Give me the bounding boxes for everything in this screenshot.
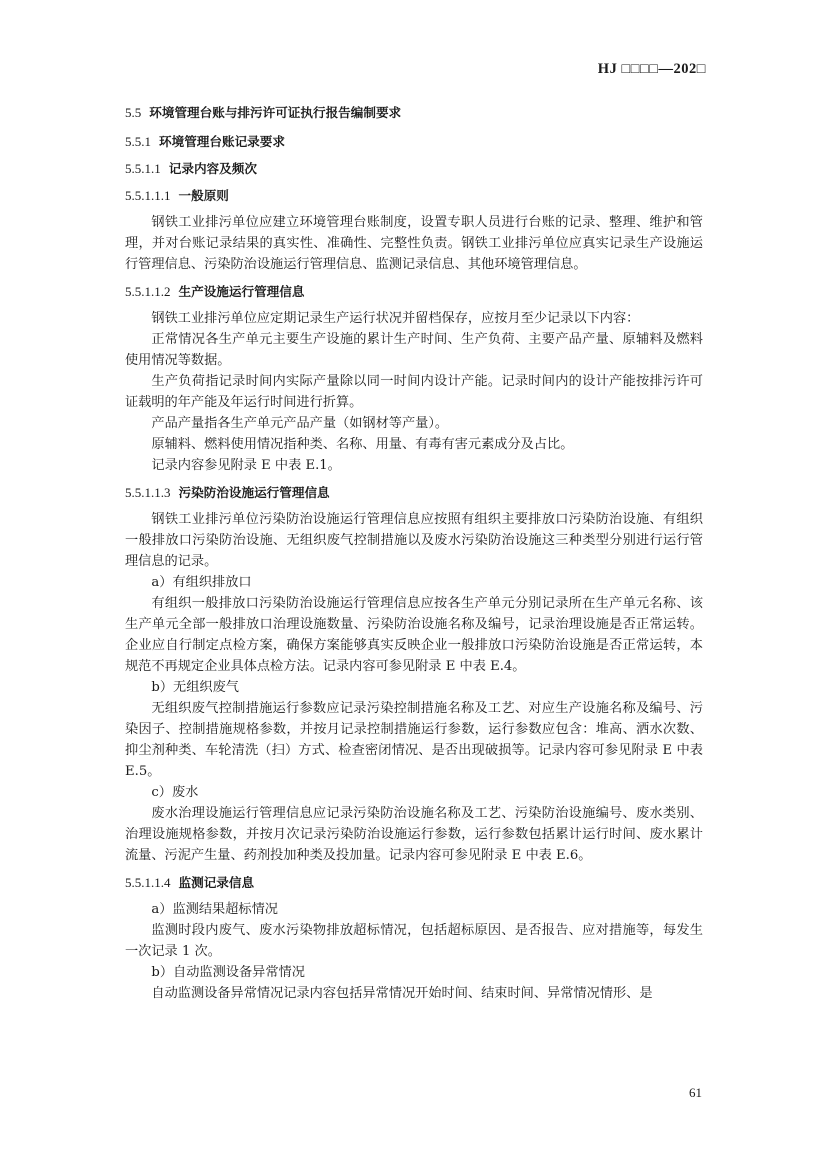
item-wastewater: c）废水 bbox=[151, 785, 199, 800]
paragraph-production-output: 产品产量指各生产单元产品产量（如钢材等产量）。 bbox=[151, 416, 449, 431]
paragraph-production-load: 生产负荷指记录时间内实际产量除以同一时间内设计产能。记录时间内的设计产能按排污许可证载明的年产能及年运行时间进行折算。 bbox=[125, 374, 703, 410]
paragraph-production-intro: 钢铁工业排污单位应定期记录生产运行状况并留档保存，应按月至少记录以下内容： bbox=[151, 311, 640, 326]
paragraph-fugitive-gas: 无组织废气控制措施运行参数应记录污染控制措施名称及工艺、对应生产设施名称及编号、污染因子、控制措施规格参数，并按月记录控制措施运行参数，运行参数应包含：堆高、洒水次数、抑尘剂种类、车轮清洗（扫）方式、检查密闭情况、是否出现破损等。记录内容可参见附录 E 中表 E.5。 bbox=[125, 701, 703, 779]
heading-5-5 bbox=[125, 102, 703, 123]
heading-title: 监测记录信息 bbox=[178, 875, 255, 890]
heading-number: 5.5 bbox=[125, 105, 142, 120]
paragraph-organized-outlet: 有组织一般排放口污染防治设施运行管理信息应按各生产单元分别记录所在生产单元名称、该生产单元全部一般排放口治理设施数量、污染防治设施名称及编号，记录治理设施是否正常运转。企业应自行制定点检方案，确保方案能够真实反映企业一般排放口污染防治设施是否正常运转，本规范不再规定企业具体点检方法。记录内容可参见附录 E 中表 E.4。 bbox=[125, 596, 703, 674]
heading-title: 生产设施运行管理信息 bbox=[178, 284, 305, 299]
paragraph-auto-monitor-abnormal: 自动监测设备异常情况记录内容包括异常情况开始时间、结束时间、异常情况情形、是 bbox=[151, 986, 653, 1001]
page-number: 61 bbox=[689, 1085, 702, 1100]
heading-5-5-1-1-2 bbox=[125, 281, 703, 302]
paragraph-production-reference: 记录内容参见附录 E 中表 E.1。 bbox=[151, 458, 341, 473]
heading-number: 5.5.1.1.3 bbox=[125, 485, 171, 500]
heading-number: 5.5.1 bbox=[125, 134, 151, 149]
paragraph-production-materials: 原辅料、燃料使用情况指种类、名称、用量、有毒有害元素成分及占比。 bbox=[151, 437, 574, 452]
standard-code-header: HJ □□□□—202□ bbox=[597, 61, 706, 77]
item-fugitive-gas: b）无组织废气 bbox=[151, 680, 239, 695]
item-exceedance: a）监测结果超标情况 bbox=[151, 902, 278, 917]
heading-number: 5.5.1.1.2 bbox=[125, 284, 171, 299]
heading-5-5-1-1 bbox=[125, 158, 703, 179]
heading-number: 5.5.1.1.4 bbox=[125, 875, 171, 890]
heading-5-5-1 bbox=[125, 131, 703, 152]
heading-title: 记录内容及频次 bbox=[168, 161, 257, 176]
heading-title: 环境管理台账与排污许可证执行报告编制要求 bbox=[149, 105, 402, 120]
heading-title: 一般原则 bbox=[178, 188, 229, 203]
paragraph-wastewater: 废水治理设施运行管理信息应记录污染防治设施名称及工艺、污染防治设施编号、废水类别、治理设施规格参数，并按月次记录污染防治设施运行参数，运行参数包括累计运行时间、废水累计流量、污泥产生量、药剂投加种类及投加量。记录内容可参见附录 E 中表 E.6。 bbox=[125, 806, 703, 863]
heading-title: 污染防治设施运行管理信息 bbox=[178, 485, 330, 500]
heading-title: 环境管理台账记录要求 bbox=[159, 134, 285, 149]
document-body bbox=[125, 102, 703, 1004]
heading-number: 5.5.1.1 bbox=[125, 161, 161, 176]
paragraph-pollution-intro: 钢铁工业排污单位污染防治设施运行管理信息应按照有组织主要排放口污染防治设施、有组织一般排放口污染防治设施、无组织废气控制措施以及废水污染防治设施这三种类型分别进行运行管理信息的记录。 bbox=[125, 512, 703, 569]
paragraph-general-principle: 钢铁工业排污单位应建立环境管理台账制度，设置专职人员进行台账的记录、整理、维护和管理，并对台账记录结果的真实性、准确性、完整性负责。钢铁工业排污单位应真实记录生产设施运行管理信息、污染防治设施运行管理信息、监测记录信息、其他环境管理信息。 bbox=[125, 215, 703, 272]
heading-5-5-1-1-3 bbox=[125, 482, 703, 503]
paragraph-exceedance: 监测时段内废气、废水污染物排放超标情况，包括超标原因、是否报告、应对措施等，每发生一次记录 1 次。 bbox=[125, 923, 703, 959]
heading-5-5-1-1-1 bbox=[125, 185, 703, 206]
paragraph-production-normal: 正常情况各生产单元主要生产设施的累计生产时间、生产负荷、主要产品产量、原辅料及燃料使用情况等数据。 bbox=[125, 332, 703, 368]
item-organized-outlet: a）有组织排放口 bbox=[151, 575, 252, 590]
item-auto-monitor-abnormal: b）自动监测设备异常情况 bbox=[151, 965, 305, 980]
heading-number: 5.5.1.1.1 bbox=[125, 188, 171, 203]
heading-5-5-1-1-4 bbox=[125, 872, 703, 893]
